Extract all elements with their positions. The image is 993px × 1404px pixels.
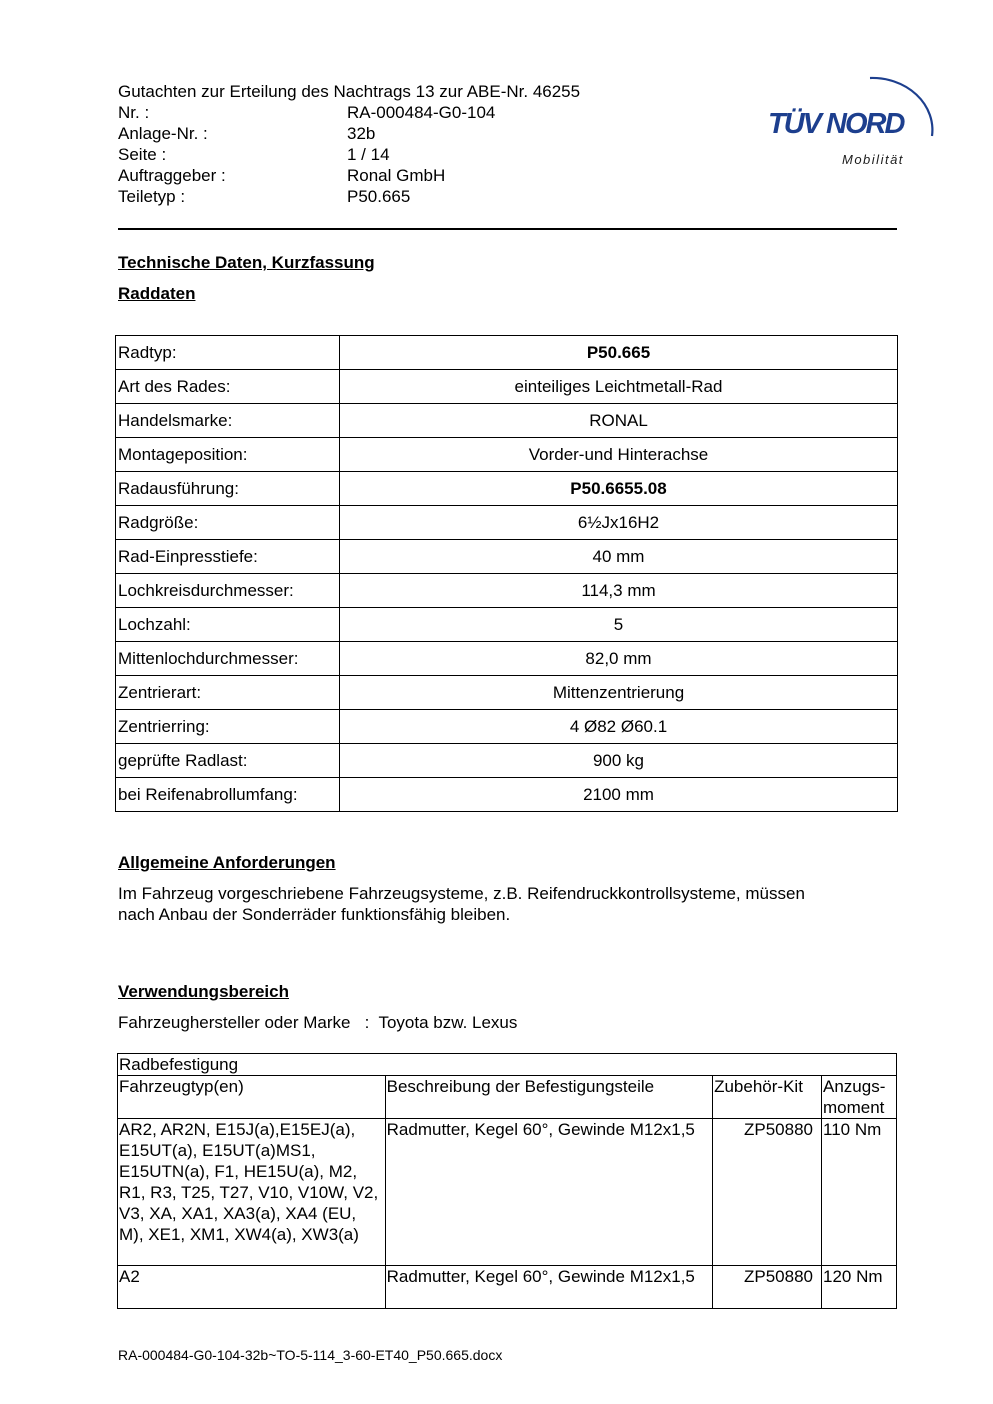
general-text (118, 883, 878, 925)
logo-brand: TÜV NORD (768, 108, 904, 140)
wheel-data-row (116, 642, 898, 676)
wheel-data-value: Mittenzentrierung (340, 676, 898, 710)
header-value: Ronal GmbH (347, 166, 446, 185)
document-title: Gutachten zur Erteilung des Nachtrags 13 zur ABE-Nr. 46255 (118, 82, 581, 101)
section-heading-general: Allgemeine Anforderungen (118, 853, 336, 872)
fixing-desc: Radmutter, Kegel 60°, Gewinde M12x1,5 (385, 1266, 712, 1309)
header-key: Auftraggeber : (118, 166, 226, 185)
header-row (118, 123, 495, 144)
general-text-line: nach Anbau der Sonderräder funktionsfähig bleiben. (118, 905, 511, 924)
header-key: Seite : (118, 145, 167, 164)
fixing-types: AR2, AR2N, E15J(a),E15EJ(a), E15UT(a), E15UT(a)MS1, E15UTN(a), F1, HE15U(a), M2, R1, R3, T25, T27, V10, V10W, V2, V3, XA, XA1, XA3(a), XA4 (EU, M), XE1, XM1, XW4(a), XW3(a) (118, 1119, 386, 1266)
fixing-caption: Radbefestigung (118, 1054, 897, 1076)
wheel-data-row (116, 336, 898, 370)
header-divider (118, 228, 897, 230)
wheel-data-value: 900 kg (340, 744, 898, 778)
wheel-data-key: geprüfte Radlast: (116, 744, 340, 778)
wheel-data-row (116, 608, 898, 642)
fixing-types: A2 (118, 1266, 386, 1309)
wheel-data-row (116, 506, 898, 540)
header-key: Nr. : (118, 103, 150, 122)
header-row (118, 144, 495, 165)
header-row (118, 165, 495, 186)
fixing-torque: 110 Nm (822, 1119, 897, 1266)
wheel-data-row (116, 574, 898, 608)
wheel-data-key: Radgröße: (116, 506, 340, 540)
fixing-kit: ZP50880 (713, 1119, 822, 1266)
wheel-data-value: P50.665 (340, 336, 898, 370)
header-key: Anlage-Nr. : (118, 124, 208, 143)
wheel-data-row (116, 778, 898, 812)
section-heading-raddaten: Raddaten (118, 284, 196, 303)
footer-filename: RA-000484-G0-104-32b~TO-5-114_3-60-ET40_P50.665.docx (118, 1347, 503, 1363)
wheel-data-key: Radtyp: (116, 336, 340, 370)
wheel-data-value: 114,3 mm (340, 574, 898, 608)
wheel-data-value: 4 Ø82 Ø60.1 (340, 710, 898, 744)
fixing-header-cell: Fahrzeugtyp(en) (118, 1076, 386, 1119)
wheel-data-value: Vorder-und Hinterachse (340, 438, 898, 472)
fixing-header-row (118, 1076, 897, 1119)
wheel-data-key: Montageposition: (116, 438, 340, 472)
fixing-torque: 120 Nm (822, 1266, 897, 1309)
header-value: P50.665 (347, 187, 411, 206)
wheel-data-key: Rad-Einpresstiefe: (116, 540, 340, 574)
fixing-desc: Radmutter, Kegel 60°, Gewinde M12x1,5 (385, 1119, 712, 1266)
header-row (118, 102, 495, 123)
wheel-data-row (116, 744, 898, 778)
wheel-data-key: Lochkreisdurchmesser: (116, 574, 340, 608)
header-value: 32b (347, 124, 376, 143)
header-value: 1 / 14 (347, 145, 390, 164)
tuv-nord-logo (760, 56, 960, 176)
wheel-data-row (116, 370, 898, 404)
wheel-data-key: Mittenlochdurchmesser: (116, 642, 340, 676)
wheel-data-row (116, 540, 898, 574)
section-heading-tech: Technische Daten, Kurzfassung (118, 253, 375, 272)
wheel-data-key: bei Reifenabrollumfang: (116, 778, 340, 812)
wheel-data-key: Lochzahl: (116, 608, 340, 642)
fixing-table (117, 1053, 897, 1309)
wheel-data-key: Zentrierring: (116, 710, 340, 744)
wheel-data-key: Handelsmarke: (116, 404, 340, 438)
wheel-data-value: P50.6655.08 (340, 472, 898, 506)
wheel-data-table (115, 335, 898, 812)
general-text-line: Im Fahrzeug vorgeschriebene Fahrzeugsysteme, z.B. Reifendruckkontrollsysteme, müssen (118, 884, 805, 903)
fixing-row (118, 1119, 897, 1266)
fixing-header-cell: Anzugs-moment (822, 1076, 897, 1119)
wheel-data-row (116, 472, 898, 506)
logo-subtitle: Mobilität (842, 152, 904, 167)
wheel-data-value: 5 (340, 608, 898, 642)
wheel-data-row (116, 438, 898, 472)
wheel-data-key: Zentrierart: (116, 676, 340, 710)
wheel-data-row (116, 710, 898, 744)
wheel-data-value: 40 mm (340, 540, 898, 574)
wheel-data-row (116, 676, 898, 710)
wheel-data-key: Radausführung: (116, 472, 340, 506)
wheel-data-value: RONAL (340, 404, 898, 438)
wheel-data-value: einteiliges Leichtmetall-Rad (340, 370, 898, 404)
header-info (118, 102, 495, 207)
manufacturer-line: Fahrzeughersteller oder Marke : Toyota bzw. Lexus (118, 1013, 518, 1032)
wheel-data-value: 6½Jx16H2 (340, 506, 898, 540)
fixing-caption-row (118, 1054, 897, 1076)
fixing-header-cell: Zubehör-Kit (713, 1076, 822, 1119)
wheel-data-value: 82,0 mm (340, 642, 898, 676)
header-key: Teiletyp : (118, 187, 186, 206)
wheel-data-value: 2100 mm (340, 778, 898, 812)
fixing-header-cell: Beschreibung der Befestigungsteile (385, 1076, 712, 1119)
section-heading-usage: Verwendungsbereich (118, 982, 289, 1001)
fixing-row (118, 1266, 897, 1309)
wheel-data-row (116, 404, 898, 438)
wheel-data-key: Art des Rades: (116, 370, 340, 404)
header-value: RA-000484-G0-104 (347, 103, 496, 122)
fixing-kit: ZP50880 (713, 1266, 822, 1309)
header-row (118, 186, 495, 207)
